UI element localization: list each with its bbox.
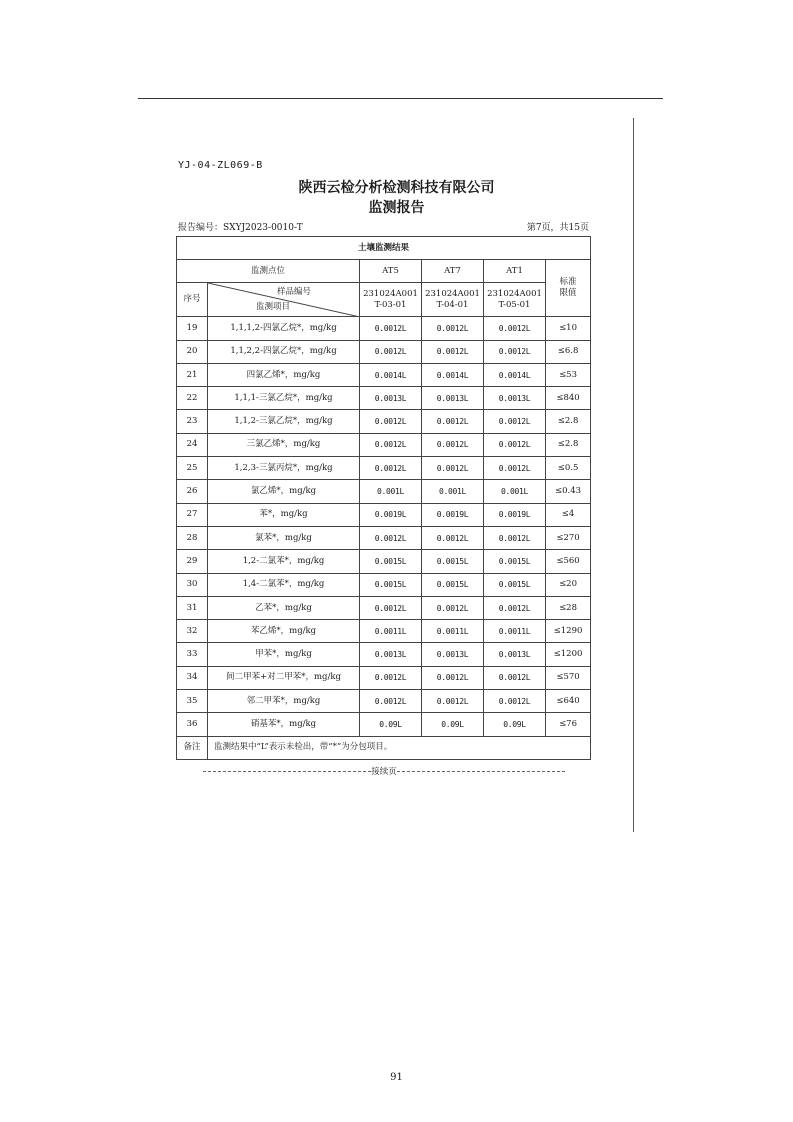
item-cell: 1,4-二氯苯*，mg/kg	[208, 573, 360, 596]
value-cell-at7: 0.0015L	[422, 550, 484, 573]
value-cell-at5: 0.0012L	[360, 340, 422, 363]
table-row	[177, 596, 591, 619]
seq-cell: 30	[177, 573, 208, 596]
seq-cell: 24	[177, 433, 208, 456]
note-text: 监测结果中“L”表示未检出，带“*”为分包项目。	[208, 736, 591, 759]
header-diagonal-cell	[208, 283, 360, 317]
header-rule	[138, 98, 663, 99]
value-cell-at5: 0.001L	[360, 480, 422, 503]
seq-cell: 35	[177, 690, 208, 713]
seq-cell: 22	[177, 387, 208, 410]
page-number: 91	[390, 1072, 403, 1083]
seq-cell: 23	[177, 410, 208, 433]
sample-id-2-line1: 231024A001	[425, 288, 480, 299]
table-row	[177, 666, 591, 689]
continued-marker	[182, 765, 586, 777]
continued-line-right	[397, 771, 565, 772]
value-cell-at7: 0.0012L	[422, 317, 484, 340]
item-cell: 三氯乙烯*，mg/kg	[208, 433, 360, 456]
value-cell-at5: 0.0013L	[360, 387, 422, 410]
item-cell: 1,2,3-三氯丙烷*，mg/kg	[208, 457, 360, 480]
limit-cell: ≤840	[546, 387, 591, 410]
header-sample-1	[360, 283, 422, 317]
table-row	[177, 573, 591, 596]
table-row	[177, 457, 591, 480]
sample-id-3-line1: 231024A001	[487, 288, 542, 299]
limit-cell: ≤640	[546, 690, 591, 713]
item-cell: 苯乙烯*，mg/kg	[208, 620, 360, 643]
continued-line-left	[203, 771, 371, 772]
note-label: 备注	[177, 736, 208, 759]
report-title: 监测报告	[368, 200, 425, 216]
seq-cell: 26	[177, 480, 208, 503]
value-cell-at7: 0.0012L	[422, 690, 484, 713]
value-cell-at1: 0.0012L	[484, 690, 546, 713]
limit-cell: ≤560	[546, 550, 591, 573]
value-cell-at7: 0.001L	[422, 480, 484, 503]
seq-cell: 25	[177, 457, 208, 480]
value-cell-at1: 0.0014L	[484, 363, 546, 386]
table-row	[177, 480, 591, 503]
header-item-label: 监测项目	[256, 302, 291, 313]
table-caption-row	[177, 237, 591, 260]
page-info: 第7页，共15页	[526, 223, 589, 233]
value-cell-at1: 0.0012L	[484, 666, 546, 689]
value-cell-at5: 0.0011L	[360, 620, 422, 643]
table-row	[177, 410, 591, 433]
value-cell-at7: 0.0012L	[422, 433, 484, 456]
value-cell-at5: 0.0012L	[360, 317, 422, 340]
item-cell: 乙苯*，mg/kg	[208, 596, 360, 619]
value-cell-at5: 0.0012L	[360, 457, 422, 480]
limit-cell: ≤20	[546, 573, 591, 596]
table-row	[177, 526, 591, 549]
table-row	[177, 317, 591, 340]
table-row	[177, 550, 591, 573]
seq-cell: 31	[177, 596, 208, 619]
value-cell-at5: 0.0012L	[360, 410, 422, 433]
value-cell-at7: 0.0019L	[422, 503, 484, 526]
table-row	[177, 643, 591, 666]
limit-cell: ≤28	[546, 596, 591, 619]
table-caption: 土壤监测结果	[177, 237, 591, 260]
sample-id-2-line2: T-04-01	[436, 299, 469, 310]
value-cell-at5: 0.0012L	[360, 433, 422, 456]
item-cell: 间二甲苯+对二甲苯*，mg/kg	[208, 666, 360, 689]
limit-cell: ≤6.8	[546, 340, 591, 363]
item-cell: 苯*，mg/kg	[208, 503, 360, 526]
table-row	[177, 503, 591, 526]
table-row	[177, 340, 591, 363]
item-cell: 1,2-二氯苯*，mg/kg	[208, 550, 360, 573]
seq-cell: 21	[177, 363, 208, 386]
company-name: 陕西云检分析检测科技有限公司	[298, 180, 495, 196]
value-cell-at5: 0.0012L	[360, 666, 422, 689]
seq-cell: 27	[177, 503, 208, 526]
limit-cell: ≤2.8	[546, 433, 591, 456]
limit-cell: ≤0.43	[546, 480, 591, 503]
value-cell-at1: 0.0012L	[484, 433, 546, 456]
limit-cell: ≤1200	[546, 643, 591, 666]
value-cell-at1: 0.001L	[484, 480, 546, 503]
value-cell-at1: 0.0013L	[484, 643, 546, 666]
header-seq-label: 序号	[177, 283, 208, 317]
seq-cell: 20	[177, 340, 208, 363]
header-standard-limit	[546, 260, 591, 317]
limit-cell: ≤2.8	[546, 410, 591, 433]
value-cell-at1: 0.0019L	[484, 503, 546, 526]
value-cell-at5: 0.0012L	[360, 526, 422, 549]
header-sample-3	[484, 283, 546, 317]
value-cell-at5: 0.0012L	[360, 690, 422, 713]
value-cell-at7: 0.0012L	[422, 526, 484, 549]
limit-cell: ≤10	[546, 317, 591, 340]
value-cell-at5: 0.0012L	[360, 596, 422, 619]
value-cell-at1: 0.0011L	[484, 620, 546, 643]
seq-cell: 36	[177, 713, 208, 736]
sample-id-1-line1: 231024A001	[363, 288, 418, 299]
value-cell-at7: 0.0014L	[422, 363, 484, 386]
limit-cell: ≤53	[546, 363, 591, 386]
results-table-wrapper	[176, 236, 590, 760]
value-cell-at1: 0.0012L	[484, 596, 546, 619]
value-cell-at5: 0.09L	[360, 713, 422, 736]
seq-cell: 19	[177, 317, 208, 340]
value-cell-at1: 0.0013L	[484, 387, 546, 410]
table-row	[177, 433, 591, 456]
value-cell-at7: 0.0013L	[422, 387, 484, 410]
sample-id-3-line2: T-05-01	[498, 299, 531, 310]
binding-margin-rule	[633, 118, 634, 832]
value-cell-at1: 0.09L	[484, 713, 546, 736]
value-cell-at7: 0.0011L	[422, 620, 484, 643]
header-std-line-2: 限值	[559, 288, 577, 299]
document-code: YJ-04-ZL069-B	[178, 160, 263, 171]
header-row-points	[177, 260, 591, 283]
item-cell: 四氯乙烯*，mg/kg	[208, 363, 360, 386]
item-cell: 1,1,2-三氯乙烷*，mg/kg	[208, 410, 360, 433]
seq-cell: 32	[177, 620, 208, 643]
value-cell-at5: 0.0014L	[360, 363, 422, 386]
value-cell-at1: 0.0012L	[484, 317, 546, 340]
value-cell-at1: 0.0012L	[484, 457, 546, 480]
limit-cell: ≤0.5	[546, 457, 591, 480]
value-cell-at7: 0.0012L	[422, 457, 484, 480]
header-point-2: AT7	[422, 260, 484, 283]
seq-cell: 29	[177, 550, 208, 573]
item-cell: 氯苯*，mg/kg	[208, 526, 360, 549]
limit-cell: ≤76	[546, 713, 591, 736]
seq-cell: 28	[177, 526, 208, 549]
value-cell-at7: 0.0012L	[422, 666, 484, 689]
value-cell-at1: 0.0012L	[484, 410, 546, 433]
table-row	[177, 713, 591, 736]
value-cell-at7: 0.09L	[422, 713, 484, 736]
limit-cell: ≤1290	[546, 620, 591, 643]
header-sample-label: 样品编号	[276, 287, 311, 298]
limit-cell: ≤270	[546, 526, 591, 549]
sample-id-1-line2: T-03-01	[374, 299, 407, 310]
item-cell: 1,1,1-三氯乙烷*，mg/kg	[208, 387, 360, 410]
header-std-line-1: 标准	[559, 277, 577, 288]
table-row	[177, 620, 591, 643]
seq-cell: 34	[177, 666, 208, 689]
value-cell-at7: 0.0012L	[422, 596, 484, 619]
header-row-samples	[177, 283, 591, 317]
item-cell: 甲苯*，mg/kg	[208, 643, 360, 666]
value-cell-at5: 0.0015L	[360, 573, 422, 596]
continued-text: 接续页	[371, 767, 397, 777]
table-row	[177, 690, 591, 713]
item-cell: 氯乙烯*，mg/kg	[208, 480, 360, 503]
value-cell-at1: 0.0015L	[484, 573, 546, 596]
item-cell: 1,1,2,2-四氯乙烷*，mg/kg	[208, 340, 360, 363]
table-row	[177, 387, 591, 410]
value-cell-at7: 0.0013L	[422, 643, 484, 666]
header-point-3: AT1	[484, 260, 546, 283]
header-sample-2	[422, 283, 484, 317]
item-cell: 硝基苯*，mg/kg	[208, 713, 360, 736]
value-cell-at7: 0.0015L	[422, 573, 484, 596]
value-cell-at7: 0.0012L	[422, 340, 484, 363]
limit-cell: ≤570	[546, 666, 591, 689]
soil-results-table	[176, 236, 591, 760]
limit-cell: ≤4	[546, 503, 591, 526]
item-cell: 1,1,1,2-四氯乙烷*，mg/kg	[208, 317, 360, 340]
header-point-1: AT5	[360, 260, 422, 283]
value-cell-at1: 0.0012L	[484, 340, 546, 363]
note-row	[177, 736, 591, 759]
seq-cell: 33	[177, 643, 208, 666]
report-number: 报告编号：SXYJ2023-0010-T	[178, 223, 303, 233]
value-cell-at1: 0.0015L	[484, 550, 546, 573]
value-cell-at7: 0.0012L	[422, 410, 484, 433]
value-cell-at5: 0.0019L	[360, 503, 422, 526]
value-cell-at5: 0.0013L	[360, 643, 422, 666]
value-cell-at1: 0.0012L	[484, 526, 546, 549]
value-cell-at5: 0.0015L	[360, 550, 422, 573]
table-row	[177, 363, 591, 386]
item-cell: 邻二甲苯*，mg/kg	[208, 690, 360, 713]
header-point-label: 监测点位	[177, 260, 360, 283]
